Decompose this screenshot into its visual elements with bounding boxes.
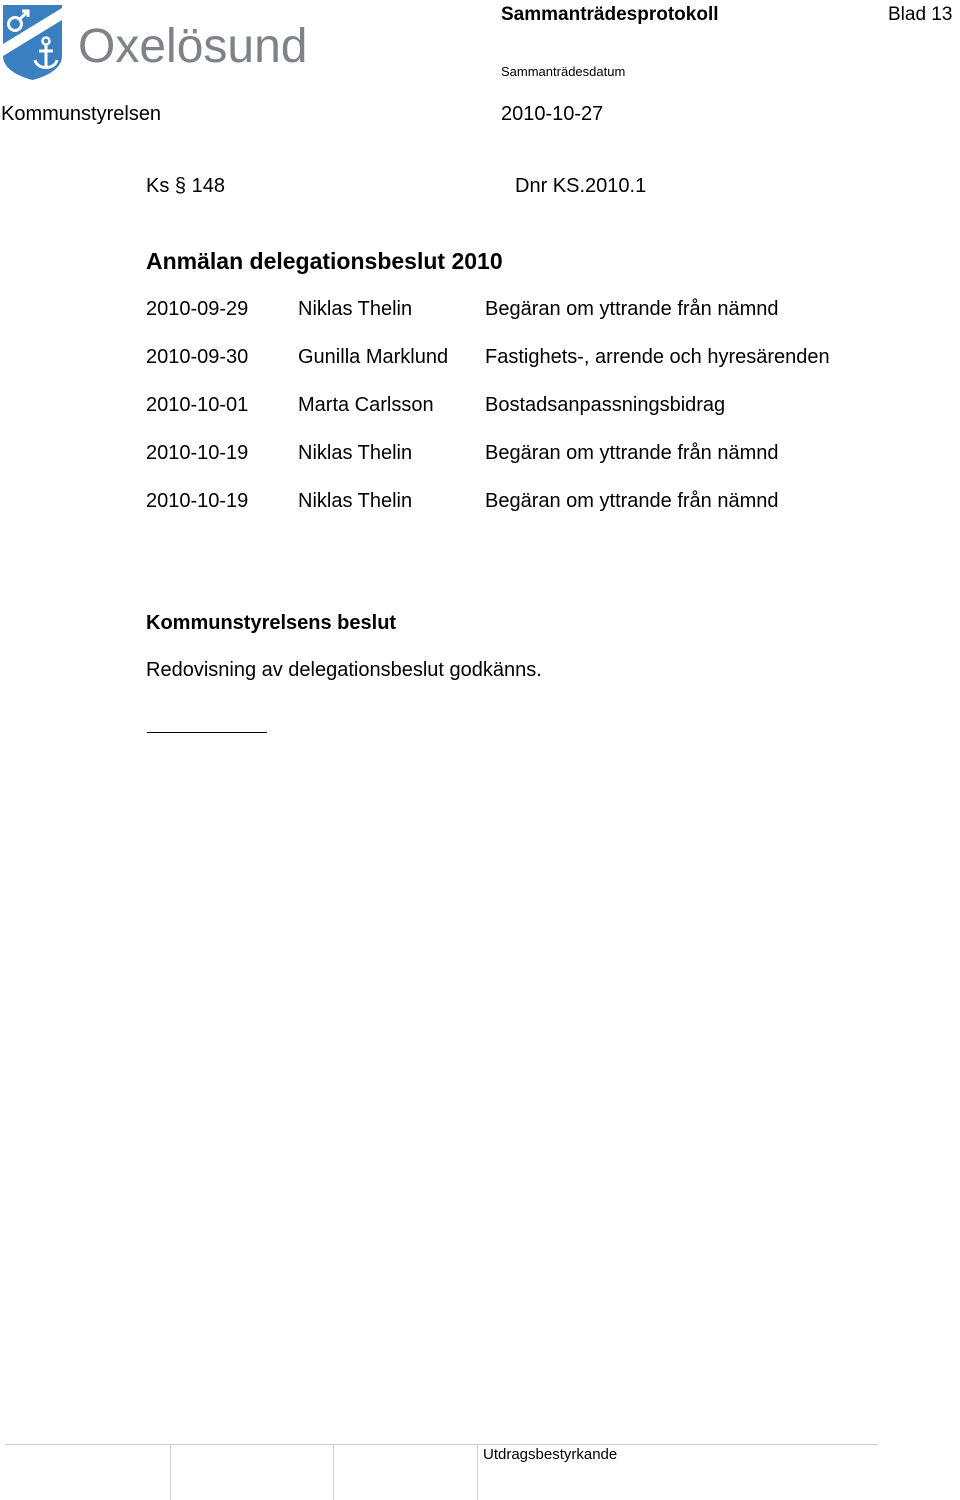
delegation-official: Niklas Thelin [298, 298, 413, 320]
footer-divider [5, 1444, 878, 1445]
delegation-row [146, 442, 926, 490]
delegation-list [146, 298, 926, 538]
delegation-date: 2010-10-19 [146, 490, 249, 512]
registration-number: Dnr KS.2010.1 [515, 175, 647, 197]
delegation-subject: Bostadsanpassningsbidrag [485, 394, 726, 416]
end-line [147, 732, 267, 733]
coat-of-arms-icon [3, 5, 62, 80]
delegation-subject: Begäran om yttrande från nämnd [485, 298, 779, 320]
section-title: Anmälan delegationsbeslut 2010 [146, 248, 503, 274]
delegation-row [146, 394, 926, 442]
signature-box-divider [477, 1444, 478, 1500]
decision-text: Redovisning av delegationsbeslut godkänns. [146, 659, 542, 681]
certification-label: Utdragsbestyrkande [483, 1446, 618, 1463]
meeting-date: 2010-10-27 [501, 103, 604, 125]
delegation-date: 2010-09-29 [146, 298, 249, 320]
delegation-row [146, 298, 926, 346]
svg-text:Oxelösund: Oxelösund [78, 20, 308, 73]
delegation-date: 2010-09-30 [146, 346, 249, 368]
organization-name: Kommunstyrelsen [1, 103, 162, 125]
decision-heading: Kommunstyrelsens beslut [146, 612, 397, 634]
document-type: Sammanträdesprotokoll [501, 4, 719, 25]
delegation-official: Gunilla Marklund [298, 346, 449, 368]
signature-box-divider [333, 1444, 334, 1500]
delegation-subject: Fastighets-, arrende och hyresärenden [485, 346, 830, 368]
delegation-subject: Begäran om yttrande från nämnd [485, 490, 779, 512]
delegation-subject: Begäran om yttrande från nämnd [485, 442, 779, 464]
delegation-official: Niklas Thelin [298, 490, 413, 512]
meeting-date-label: Sammanträdesdatum [501, 64, 626, 79]
delegation-official: Niklas Thelin [298, 442, 413, 464]
delegation-row [146, 490, 926, 538]
paragraph-number: Ks § 148 [146, 175, 225, 197]
page-number: Blad 13 [888, 4, 953, 25]
signature-box-divider [170, 1444, 171, 1500]
delegation-date: 2010-10-19 [146, 442, 249, 464]
delegation-date: 2010-10-01 [146, 394, 249, 416]
delegation-official: Marta Carlsson [298, 394, 434, 416]
oxelosund-logo [2, 4, 342, 80]
delegation-row [146, 346, 926, 394]
